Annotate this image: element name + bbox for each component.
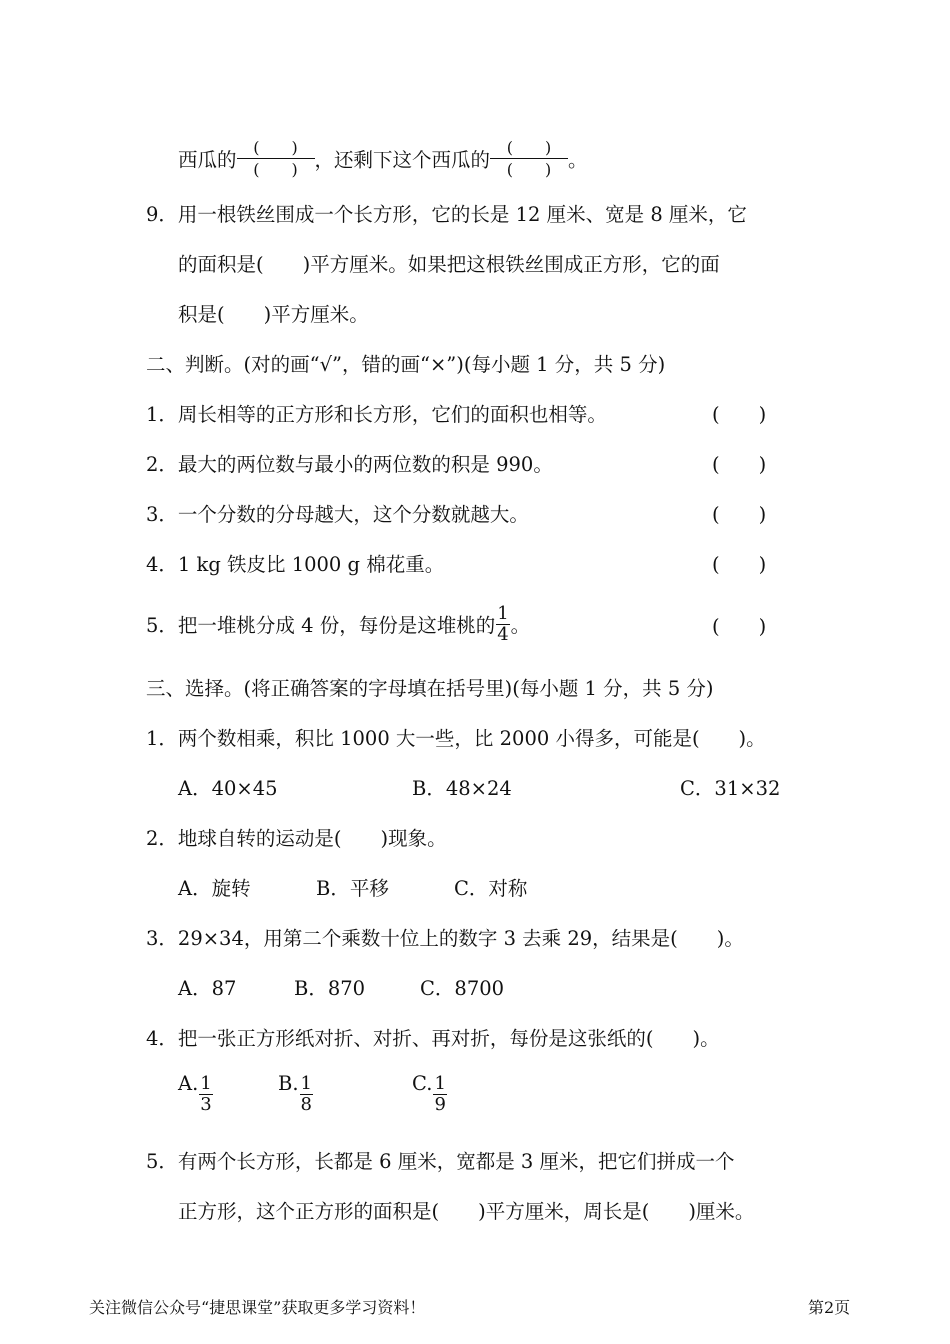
s3-q2: 2．地球自转的运动是( )现象。 (146, 827, 447, 850)
q8-continuation (178, 138, 588, 180)
fraction-one-third: $\frac{1}{3}$ (200, 1073, 212, 1115)
s2-item-2-answer-paren[interactable]: ( ) (712, 453, 767, 476)
s3-q2-option-b[interactable]: B．平移 (316, 877, 389, 900)
q9-line-3: 积是( )平方厘米。 (178, 303, 369, 326)
s3-q2-option-a[interactable]: A．旋转 (178, 877, 251, 900)
section2-heading: 二、判断。(对的画“√”，错的画“×”)(每小题 1 分，共 5 分) (146, 353, 666, 376)
s3-q4-option-b[interactable]: B. $\frac{1}{8}$ (278, 1072, 312, 1115)
page-number: 第2页 (808, 1298, 851, 1317)
q9-line-1: 9．用一根铁丝围成一个长方形，它的长是 12 厘米、宽是 8 厘米，它 (146, 203, 747, 226)
fraction-one-eighth: $\frac{1}{8}$ (300, 1073, 312, 1115)
fraction-one-quarter: $\frac{1}{4}$ (497, 603, 509, 645)
s2-item-1-answer-paren[interactable]: ( ) (712, 403, 767, 426)
q8-text-a: 西瓜的 (178, 148, 237, 172)
s2-item-4: 4．1 kg 铁皮比 1000 g 棉花重。 (146, 553, 445, 576)
s3-q1-option-a[interactable]: A．40×45 (178, 777, 278, 800)
s2-item-5-text-a: 5．把一堆桃分成 4 份，每份是这堆桃的 (146, 614, 496, 637)
q8-text-b: ，还剩下这个西瓜的 (314, 148, 491, 172)
s3-q2-option-c[interactable]: C．对称 (454, 877, 528, 900)
s3-q1-option-b[interactable]: B．48×24 (412, 777, 512, 800)
s3-q3: 3．29×34，用第二个乘数十位上的数字 3 去乘 29，结果是( )。 (146, 927, 744, 950)
s3-q1: 1．两个数相乘，积比 1000 大一些，比 2000 小得多，可能是( )。 (146, 727, 766, 750)
s2-item-5-text-b: 。 (510, 614, 531, 637)
s3-q4: 4．把一张正方形纸对折、对折、再对折，每份是这张纸的( )。 (146, 1027, 720, 1050)
s3-q5-line-1: 5．有两个长方形，长都是 6 厘米，宽都是 3 厘米，把它们拼成一个 (146, 1150, 735, 1173)
section3-heading: 三、选择。(将正确答案的字母填在括号里)(每小题 1 分，共 5 分) (146, 677, 714, 700)
s3-q3-option-c[interactable]: C．8700 (420, 977, 505, 1000)
s2-item-5 (146, 603, 531, 646)
q8-text-c: 。 (568, 148, 588, 172)
q9-line-2: 的面积是( )平方厘米。如果把这根铁丝围成正方形，它的面 (178, 253, 720, 276)
s2-item-3: 3．一个分数的分母越大，这个分数就越大。 (146, 503, 529, 526)
q8-blank-fraction-1[interactable]: $\frac{( )}{( )}$ (237, 140, 315, 178)
s3-q3-option-a[interactable]: A．87 (178, 977, 237, 1000)
s2-item-5-answer-paren[interactable]: ( ) (712, 615, 767, 638)
s3-q5-line-2: 正方形，这个正方形的面积是( )平方厘米，周长是( )厘米。 (178, 1200, 755, 1223)
s2-item-1: 1．周长相等的正方形和长方形，它们的面积也相等。 (146, 403, 607, 426)
footer-promo: 关注微信公众号“捷思课堂”获取更多学习资料！ (89, 1298, 426, 1317)
q8-blank-fraction-2[interactable]: $\frac{( )}{( )}$ (490, 140, 568, 178)
s3-q4-option-a[interactable]: A. $\frac{1}{3}$ (178, 1072, 212, 1115)
s3-q3-option-b[interactable]: B．870 (294, 977, 366, 1000)
s3-q1-option-c[interactable]: C．31×32 (680, 777, 781, 800)
s2-item-3-answer-paren[interactable]: ( ) (712, 503, 767, 526)
fraction-one-ninth: $\frac{1}{9}$ (434, 1073, 446, 1115)
s3-q4-option-c[interactable]: C. $\frac{1}{9}$ (412, 1072, 446, 1115)
s2-item-2: 2．最大的两位数与最小的两位数的积是 990。 (146, 453, 553, 476)
s2-item-4-answer-paren[interactable]: ( ) (712, 553, 767, 576)
